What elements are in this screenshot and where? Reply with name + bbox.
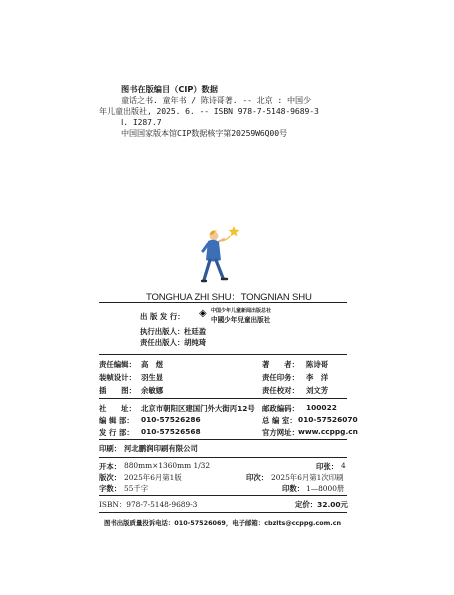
divider bbox=[99, 398, 347, 399]
proofreader-label: 责任校对： bbox=[262, 386, 299, 395]
divider bbox=[99, 457, 347, 458]
cip-heading: 图书在版编目（CIP）数据 bbox=[121, 84, 218, 94]
words-value: 55千字 bbox=[124, 484, 149, 493]
price: 定价：32.00元 bbox=[295, 500, 348, 509]
design-name: 羽生显 bbox=[141, 373, 164, 382]
chief-office-label: 总 编 室： bbox=[262, 416, 297, 425]
editorial-label: 编 辑 部： bbox=[99, 416, 134, 425]
edition-value: 2025年6月第1版 bbox=[124, 473, 182, 482]
isbn: ISBN：978-7-5148-9689-3 bbox=[99, 500, 198, 509]
copies-value: 1—8000册 bbox=[306, 484, 345, 493]
child-reaching-star-illustration bbox=[194, 222, 250, 288]
publisher-emblem-icon: ◈ bbox=[199, 308, 207, 319]
editor-label: 责任编辑： bbox=[99, 360, 136, 369]
chief-office-phone: 010-57526070 bbox=[298, 415, 358, 424]
print-manager-name: 李 洋 bbox=[306, 373, 329, 382]
illustration-label: 插 图： bbox=[99, 386, 136, 395]
print-manager-label: 责任印务： bbox=[262, 373, 299, 382]
address-value: 北京市朝阳区建国门外大街丙12号 bbox=[141, 404, 255, 413]
resp-publisher-label: 责任出版人： bbox=[140, 338, 185, 347]
editorial-phone: 010-57526286 bbox=[141, 415, 201, 424]
sales-label: 发 行 部： bbox=[99, 428, 134, 437]
divider bbox=[99, 439, 347, 440]
zip-label: 邮政编码： bbox=[262, 404, 299, 413]
sheets-label: 印张： bbox=[316, 462, 339, 471]
author-name: 陈诗哥 bbox=[306, 360, 329, 369]
quality-complaint-footer: 图书出版质量投诉电话：010-57526069，电子邮箱：cbzlts@ccppg.com.cn bbox=[104, 519, 342, 527]
divider bbox=[99, 302, 347, 303]
exec-publisher-name: 杜廷盈 bbox=[184, 327, 207, 336]
cip-line-4: 中国国家版本馆CIP数据核字第20259W6Q00号 bbox=[121, 128, 287, 138]
website-label: 官方网址： bbox=[262, 428, 299, 437]
cip-line-2: 年儿童出版社, 2025. 6. -- ISBN 978-7-5148-9689-3 bbox=[99, 106, 319, 116]
publisher-logo-line-2: 中國少年兒童出版社 bbox=[211, 316, 271, 324]
edition-label: 版次： bbox=[99, 473, 122, 482]
publisher-logo-line-1: 中国少年儿童新闻出版总社 bbox=[211, 308, 272, 314]
format-value: 880mm×1360mm 1/32 bbox=[124, 461, 211, 470]
sales-phone: 010-57526568 bbox=[141, 427, 201, 436]
website-url: www.ccppg.cn bbox=[298, 427, 358, 436]
printing-label: 印次： bbox=[246, 473, 269, 482]
printing-value: 2025年6月第1次印刷 bbox=[271, 473, 344, 482]
divider bbox=[99, 495, 347, 496]
proofreader-name: 刘文芳 bbox=[306, 386, 329, 395]
words-label: 字数： bbox=[99, 484, 122, 493]
star-icon bbox=[229, 226, 240, 236]
copies-label: 印数： bbox=[282, 484, 305, 493]
zip-value: 100022 bbox=[306, 403, 337, 412]
printer-name: 河北鹏润印刷有限公司 bbox=[124, 444, 198, 453]
resp-publisher-name: 胡纯琦 bbox=[184, 338, 207, 347]
editor-name: 高 煜 bbox=[141, 360, 164, 369]
cip-line-1: 童话之书. 童年书 / 陈诗哥著. -- 北京 : 中国少 bbox=[121, 95, 311, 105]
exec-publisher-label: 执行出版人： bbox=[140, 327, 185, 336]
cip-line-3: Ⅰ. I287.7 bbox=[121, 117, 162, 127]
design-label: 装帧设计： bbox=[99, 373, 136, 382]
sheets-value: 4 bbox=[341, 461, 346, 470]
divider bbox=[99, 512, 347, 513]
author-label: 著 者： bbox=[262, 360, 299, 369]
divider bbox=[99, 354, 347, 355]
publisher-label: 出 版 发 行： bbox=[140, 312, 185, 321]
printer-label: 印刷： bbox=[99, 444, 122, 453]
book-title-pinyin: TONGHUA ZHI SHU：TONGNIAN SHU bbox=[146, 292, 312, 303]
publisher-logo bbox=[199, 307, 299, 325]
illustrator-name: 余敏娜 bbox=[141, 386, 164, 395]
address-label: 社 址： bbox=[99, 404, 136, 413]
format-label: 开本： bbox=[99, 462, 122, 471]
